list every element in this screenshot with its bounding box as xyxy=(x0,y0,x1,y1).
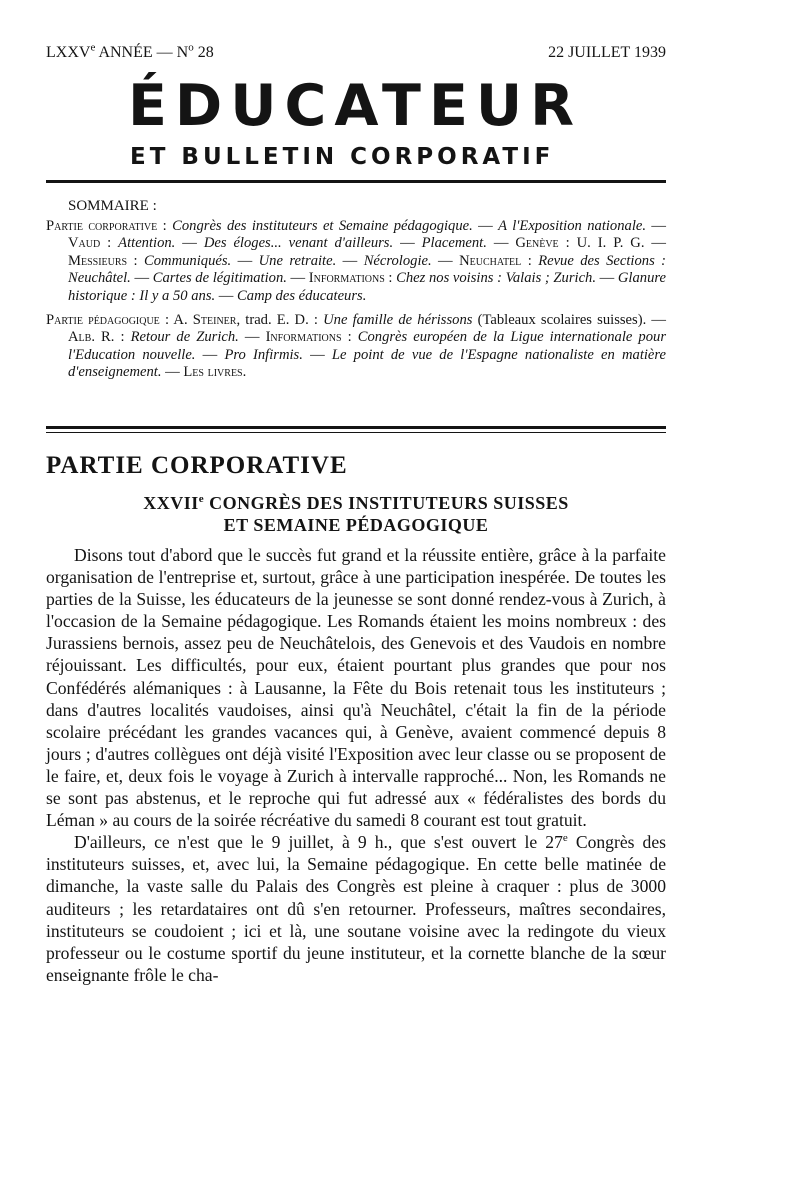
toc-run: — xyxy=(286,270,309,287)
toc-run: Congrès des instituteurs et Semaine pédagogique. xyxy=(172,217,473,234)
toc-run: Genève xyxy=(515,235,559,252)
toc-run: — xyxy=(393,235,422,252)
journal-title: ÉDUCATEUR xyxy=(128,73,583,139)
toc-run: . xyxy=(242,364,247,381)
toc-run: (Tableaux scolaires suisses). — xyxy=(472,311,666,328)
masthead xyxy=(130,72,600,172)
toc-run: : xyxy=(384,270,397,287)
masthead-rule xyxy=(46,180,666,183)
toc-run: Camp des éducateurs. xyxy=(237,287,367,304)
toc-run: — xyxy=(336,252,364,269)
article-paragraph-2: D'ailleurs, ce n'est que le 9 juillet, à 9 h., que s'est ouvert le 27e Congrès des instituteurs suisses, et, avec lui, la Semaine pédagogique. En cette belle matinée de dimanche, la vaste salle du Palais des Congrès est pleine à craquer : plus de 3000 auditeurs ; les retardataires ont dû s'en retourner. Professeurs, maîtres secondaires, instituteurs se coudoient ; ici et là, une soutane voisine avec la redingote du vieux professeur ou le costume sportif du jeune instituteur, et la cornette blanche de la sœur enseignante frôle le cha- xyxy=(46,832,666,985)
toc-run: Messieurs xyxy=(68,252,128,269)
toc-run: : xyxy=(341,329,358,346)
issue-number: LXXVe ANNÉE — $N^o$ 28 xyxy=(46,41,214,61)
toc-run: Neuchatel xyxy=(459,252,522,269)
toc-run: Chez nos voisins : Valais ; Zurich. xyxy=(396,270,596,287)
toc-heading: SOMMAIRE : xyxy=(68,198,157,214)
toc-run: Cartes de légitimation. xyxy=(152,270,287,287)
toc-run: Alb. R. xyxy=(68,329,115,346)
article-title-line-1: XXVIIe CONGRÈS DES INSTITUTEURS SUISSES xyxy=(143,493,569,513)
table-of-contents xyxy=(46,198,666,388)
toc-run: Des éloges... venant d'ailleurs. xyxy=(203,235,394,252)
toc-run: — xyxy=(130,270,153,287)
toc-run: Partie pédagogique xyxy=(46,311,160,328)
toc-run: — xyxy=(215,287,238,304)
toc-run: — xyxy=(486,235,516,252)
toc-run: Attention. xyxy=(118,235,176,252)
article-paragraph-1: Disons tout d'abord que le succès fut grand et la réussite entière, grâce à la parfaite organisation de l'entreprise et, surtout, grâce à une participation inespérée. De toutes les parties de la Suisse, les éducateurs de la jeunesse se sont donné rendez-vous à Zurich, à l'occasion de la Semaine pédagogique. Les Romands étaient les moins nombreux : des Jurassiens bernois, assez peu de Neuchâtelois, des Genevois et des Vaudois en nombre réjouissant. Les difficultés, pour eux, étaient pourtant plus grandes que pour nos Confédérés alémaniques : à Lausanne, la Fête du Bois retenait tous les instituteurs ; dans d'autres localités vaudoises, ainsi qu'à Neuchâtel, c'était la fin de la période scolaire précédant les grandes vacances qui, à Genève, avaient commencé depuis 8 jours ; d'autres collègues ont déjà visité l'Exposition avec leur classe ou se proposent de le faire, et, deux fois le voyage à Zurich à intervalle rapproché... Non, les Romands ne se sont pas abstenus, et le reproche qui fut adressé aux « fédéralistes des bords du Léman » au cours de la soirée récréative du samedi 8 courant est tout gratuit. xyxy=(46,545,666,831)
toc-run: : U. I. P. G. — xyxy=(558,235,667,252)
issue-date: 22 JUILLET 1939 xyxy=(548,44,666,61)
toc-run: Une famille de hérissons xyxy=(323,311,473,328)
toc-run: Les livres xyxy=(183,364,243,381)
toc-run: : xyxy=(114,329,131,346)
issue-line xyxy=(46,41,666,62)
toc-run: Retour de Zurich. xyxy=(130,329,239,346)
toc-run: — xyxy=(646,217,667,234)
journal-subtitle: ET BULLETIN CORPORATIF xyxy=(130,144,555,170)
toc-run: : xyxy=(157,217,173,234)
toc-run: Le point de vue de l'Espagne nationaliste en matière d'enseignement. xyxy=(68,346,667,381)
toc-run: : xyxy=(521,252,539,269)
toc-rule-top xyxy=(46,426,666,429)
toc-run: Vaud xyxy=(68,235,101,252)
toc-run: Revue des Sections : Neuchâtel. xyxy=(68,252,667,287)
toc-run: Placement. xyxy=(421,235,487,252)
toc-run: A l'Exposition nationale. xyxy=(498,217,647,234)
toc-run: Nécrologie. xyxy=(363,252,432,269)
toc-partie-corporative xyxy=(46,218,666,306)
toc-run: , trad. E. D. : xyxy=(236,311,324,328)
toc-run: — xyxy=(302,346,332,363)
toc-run: — xyxy=(596,270,618,287)
toc-rule-bottom xyxy=(46,432,666,433)
toc-run: — xyxy=(175,235,204,252)
toc-run: Steiner xyxy=(192,311,237,328)
toc-run: — xyxy=(161,364,184,381)
toc-partie-pedagogique xyxy=(46,312,666,382)
toc-run: — xyxy=(472,217,499,234)
toc-run: Partie corporative xyxy=(46,217,158,234)
toc-run: Communiqués. xyxy=(144,252,232,269)
toc-run: Informations xyxy=(265,329,342,346)
toc-run: : xyxy=(100,235,119,252)
toc-run: Une retraite. xyxy=(258,252,337,269)
toc-run: Glanure historique : Il y a 50 ans. xyxy=(68,270,666,304)
toc-run: : A. xyxy=(159,311,193,328)
toc-run: — xyxy=(231,252,259,269)
toc-run: Congrès européen de la Ligue internationale pour l'Education nouvelle. xyxy=(68,329,666,363)
toc-run: : xyxy=(127,252,145,269)
section-title: PARTIE CORPORATIVE xyxy=(46,452,348,479)
toc-run: — xyxy=(431,252,460,269)
toc-run: Pro Infirmis. xyxy=(224,346,303,363)
article-title xyxy=(46,492,666,536)
article-title-line-2: ET SEMAINE PÉDAGOGIQUE xyxy=(223,515,489,535)
article-body xyxy=(46,544,666,986)
toc-run: Informations xyxy=(308,270,385,287)
toc-run: — xyxy=(195,346,225,363)
toc-run: — xyxy=(238,329,266,346)
